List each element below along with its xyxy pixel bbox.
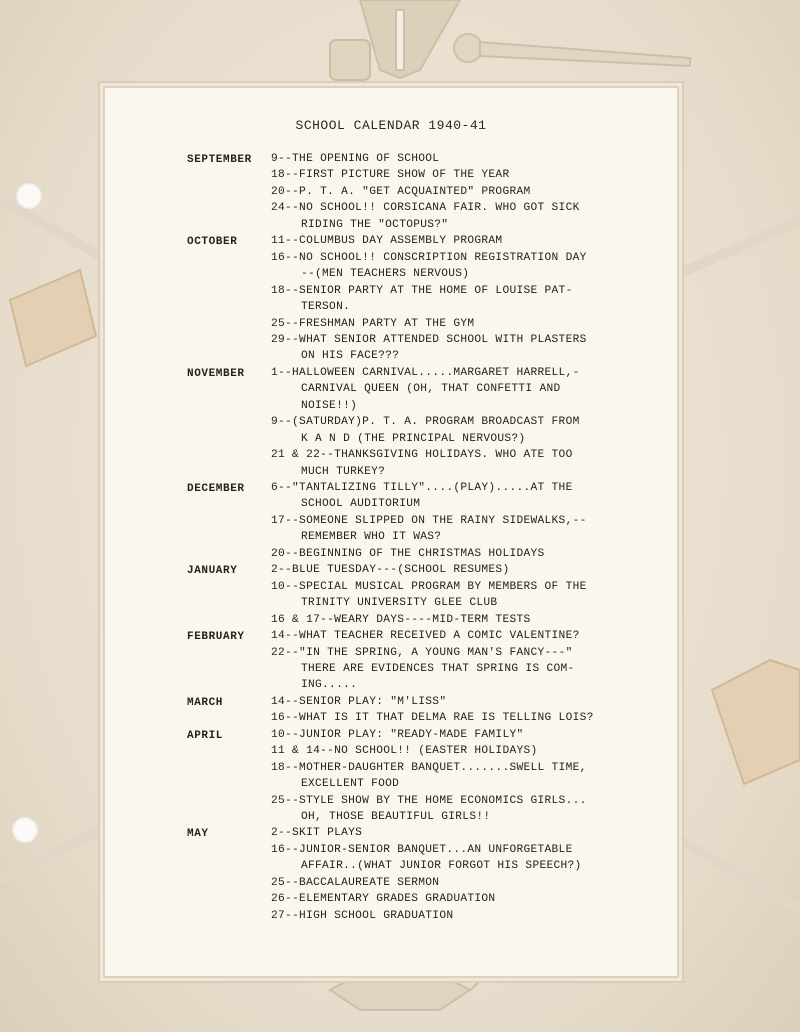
calendar-line	[105, 745, 677, 761]
month-label: MAY	[187, 828, 209, 841]
event-text: SCHOOL AUDITORIUM	[301, 498, 421, 511]
event-text: 2--SKIT PLAYS	[271, 827, 363, 840]
month-label: APRIL	[187, 729, 224, 742]
event-text: 24--NO SCHOOL!! CORSICANA FAIR. WHO GOT SICK	[271, 202, 580, 215]
calendar-line	[105, 564, 677, 580]
calendar-line	[105, 285, 677, 301]
torch-emblem	[360, 0, 460, 78]
calendar-line	[105, 301, 677, 317]
calendar-line	[105, 515, 677, 531]
event-text: CARNIVAL QUEEN (OH, THAT CONFETTI AND	[301, 383, 561, 396]
month-label: OCTOBER	[187, 236, 238, 249]
event-text: 25--FRESHMAN PARTY AT THE GYM	[271, 317, 475, 330]
calendar-line	[105, 827, 677, 843]
event-text: 16--JUNIOR-SENIOR BANQUET...AN UNFORGETABLE	[271, 843, 573, 856]
event-text: OH, THOSE BEAUTIFUL GIRLS!!	[301, 811, 491, 823]
calendar-line	[105, 877, 677, 893]
calendar-panel	[103, 86, 679, 978]
event-text: K A N D (THE PRINCIPAL NERVOUS?)	[301, 432, 526, 445]
calendar-line	[105, 679, 677, 695]
calendar-line	[105, 334, 677, 350]
baseball-bat-icon	[454, 34, 690, 66]
month-label: NOVEMBER	[187, 367, 245, 380]
calendar-line	[105, 498, 677, 514]
calendar-line	[105, 729, 677, 745]
calendar-line	[105, 893, 677, 909]
punch-hole-top	[16, 183, 42, 209]
event-text: 10--JUNIOR PLAY: "READY-MADE FAMILY"	[271, 728, 524, 741]
month-label: MARCH	[187, 696, 224, 709]
event-text: TRINITY UNIVERSITY GLEE CLUB	[301, 597, 498, 610]
calendar-line	[105, 433, 677, 449]
calendar-line	[105, 795, 677, 811]
event-text: 11 & 14--NO SCHOOL!! (EASTER HOLIDAYS)	[271, 745, 538, 758]
event-text: 10--SPECIAL MUSICAL PROGRAM BY MEMBERS OF THE	[271, 580, 587, 593]
month-label: JANUARY	[187, 565, 238, 578]
calendar-line	[105, 597, 677, 613]
calendar-line	[105, 647, 677, 663]
event-text: 1--HALLOWEEN CARNIVAL.....MARGARET HARRELL,-	[271, 366, 580, 379]
calendar-line	[105, 910, 677, 926]
calendar-line	[105, 202, 677, 218]
calendar-line	[105, 778, 677, 794]
event-text: 29--WHAT SENIOR ATTENDED SCHOOL WITH PLASTERS	[271, 333, 587, 346]
book-icon-left	[10, 270, 96, 366]
event-text: 18--FIRST PICTURE SHOW OF THE YEAR	[271, 169, 510, 182]
calendar-line	[105, 350, 677, 366]
event-text: RIDING THE "OCTOPUS?"	[301, 218, 449, 231]
event-text: 18--MOTHER-DAUGHTER BANQUET.......SWELL TIME,	[271, 761, 587, 774]
calendar-line	[105, 153, 677, 169]
event-text: 16--NO SCHOOL!! CONSCRIPTION REGISTRATION DAY	[271, 251, 587, 264]
calendar-line	[105, 219, 677, 235]
event-text: 17--SOMEONE SLIPPED ON THE RAINY SIDEWALKS,--	[271, 514, 587, 527]
calendar-line	[105, 548, 677, 564]
calendar-line	[105, 169, 677, 185]
event-text: REMEMBER WHO IT WAS?	[301, 531, 442, 544]
calendar-line	[105, 762, 677, 778]
calendar-line	[105, 663, 677, 679]
event-text: 26--ELEMENTARY GRADES GRADUATION	[271, 893, 496, 906]
calendar-line	[105, 186, 677, 202]
month-label: DECEMBER	[187, 483, 245, 495]
calendar-line	[105, 252, 677, 268]
event-text: 14--WHAT TEACHER RECEIVED A COMIC VALENTINE?	[271, 630, 580, 643]
calendar-line	[105, 811, 677, 827]
event-text: 6--"TANTALIZING TILLY"....(PLAY).....AT THE	[271, 482, 573, 494]
event-text: --(MEN TEACHERS NERVOUS)	[301, 268, 470, 281]
event-text: 20--P. T. A. "GET ACQUAINTED" PROGRAM	[271, 185, 531, 198]
calendar-line	[105, 466, 677, 482]
book-icon-right	[712, 660, 800, 784]
event-text: 27--HIGH SCHOOL GRADUATION	[271, 909, 454, 922]
calendar-line	[105, 581, 677, 597]
event-text: 25--STYLE SHOW BY THE HOME ECONOMICS GIRLS...	[271, 794, 587, 807]
calendar-line	[105, 860, 677, 876]
calendar-line	[105, 383, 677, 399]
event-text: NOISE!!)	[301, 399, 358, 412]
event-text: TERSON.	[301, 301, 351, 314]
event-text: 16--WHAT IS IT THAT DELMA RAE IS TELLING LOIS?	[271, 712, 594, 725]
event-text: 20--BEGINNING OF THE CHRISTMAS HOLIDAYS	[271, 547, 545, 560]
calendar-line	[105, 416, 677, 432]
calendar-line	[105, 400, 677, 416]
calendar-line	[105, 630, 677, 646]
event-text: ON HIS FACE???	[301, 350, 400, 363]
event-text: 16 & 17--WEARY DAYS----MID-TERM TESTS	[271, 613, 531, 626]
event-text: THERE ARE EVIDENCES THAT SPRING IS COM-	[301, 662, 575, 675]
event-text: 14--SENIOR PLAY: "M'LISS"	[271, 695, 447, 708]
punch-hole-bottom	[12, 817, 38, 843]
calendar-line	[105, 696, 677, 712]
event-text: 22--"IN THE SPRING, A YOUNG MAN'S FANCY---"	[271, 646, 573, 659]
event-text: 9--(SATURDAY)P. T. A. PROGRAM BROADCAST FROM	[271, 416, 580, 429]
event-text: ING.....	[301, 679, 358, 692]
event-text: AFFAIR..(WHAT JUNIOR FORGOT HIS SPEECH?)	[301, 860, 582, 873]
calendar-line	[105, 367, 677, 383]
calendar-line	[105, 449, 677, 465]
event-text: EXCELLENT FOOD	[301, 778, 400, 791]
calendar-line	[105, 712, 677, 728]
month-label: FEBRUARY	[187, 631, 245, 644]
month-label: SEPTEMBER	[187, 154, 252, 166]
event-text: 11--COLUMBUS DAY ASSEMBLY PROGRAM	[271, 235, 503, 248]
event-text: 9--THE OPENING OF SCHOOL	[271, 153, 440, 165]
calendar-line	[105, 531, 677, 547]
calendar-line	[105, 235, 677, 251]
event-text: MUCH TURKEY?	[301, 465, 386, 478]
calendar-line	[105, 844, 677, 860]
inkwell-icon	[330, 40, 370, 80]
calendar-line	[105, 318, 677, 334]
event-text: 21 & 22--THANKSGIVING HOLIDAYS. WHO ATE TOO	[271, 449, 573, 462]
calendar-title: SCHOOL CALENDAR 1940-41	[295, 118, 487, 133]
event-text: 2--BLUE TUESDAY---(SCHOOL RESUMES)	[271, 564, 510, 577]
calendar-line	[105, 614, 677, 630]
calendar-line	[105, 482, 677, 498]
event-text: 25--BACCALAUREATE SERMON	[271, 876, 440, 889]
event-text: 18--SENIOR PARTY AT THE HOME OF LOUISE PAT-	[271, 284, 573, 297]
calendar-line	[105, 268, 677, 284]
